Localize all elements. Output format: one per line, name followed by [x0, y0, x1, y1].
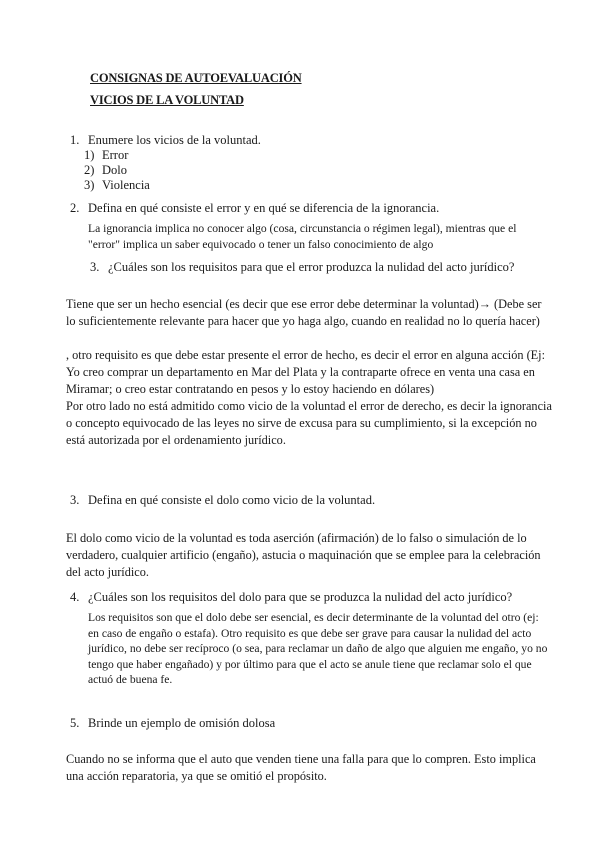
answer-3-part-2: , otro requisito es que debe estar presente el error de hecho, es decir el error en alguna acción (Ej: Yo creo comprar un departamento en Mar del Plata y la contraparte ofrece en venta una casa en Miramar; o creo estar contratando en pesos y lo estoy haciendo en dólares) [66, 348, 546, 396]
list-item: 2) Dolo [84, 163, 127, 177]
answer-3-part-1: Tiene que ser un hecho esencial (es decir que ese error debe determinar la voluntad)→ (Debe ser lo suficientemente relevante para hacer que yo haga algo, cuando en realidad no lo quería hacer) [66, 297, 542, 328]
question-4 [70, 590, 512, 605]
answer-2: La ignorancia implica no conocer algo (cosa, circunstancia o régimen legal), mientras que el "error" implica un saber equivocado o tener un falso conocimiento de algo [88, 222, 517, 251]
question-3-dolo [70, 493, 375, 508]
answer-5: Cuando no se informa que el auto que venden tiene una falla para que lo compren. Esto implica una acción reparatoria, ya que se omitió el propósito. [66, 752, 536, 783]
question-text: Brinde un ejemplo de omisión dolosa [88, 716, 276, 730]
question-number: 5. [70, 716, 80, 730]
answer-4: Los requisitos son que el dolo debe ser esencial, es decir determinante de la voluntad del otro (ej: en caso de engaño o estafa). Otro requisito es que debe ser grave para causar la nulidad del acto jurídico, no debe ser recíproco (o sea, para reclamar un daño de algo que alguien me engaño, yo no tengo que haber engañado) y por último para que el acto se anule tiene que reclamar solo el que actuó de buena fe. [88, 611, 548, 687]
question-number: 4. [70, 590, 80, 604]
page-title: CONSIGNAS DE AUTOEVALUACIÓN [90, 71, 302, 85]
question-1 [70, 133, 261, 148]
question-text: Enumere los vicios de la voluntad. [88, 133, 261, 147]
question-2 [70, 201, 439, 216]
question-text: Defina en qué consiste el error y en qué se diferencia de la ignorancia. [88, 201, 440, 215]
question-text: ¿Cuáles son los requisitos del dolo para que se produzca la nulidad del acto jurídico? [88, 590, 513, 604]
question-text: ¿Cuáles son los requisitos para que el error produzca la nulidad del acto jurídico? [108, 260, 515, 274]
vicios-list [84, 148, 150, 193]
answer-3-dolo: El dolo como vicio de la voluntad es toda aserción (afirmación) de lo falso o simulación de lo verdadero, cualquier artificio (engaño), astucia o maquinación que se emplee para la celebración del acto jurídico. [66, 531, 541, 579]
question-number: 2. [70, 201, 80, 215]
question-text: Defina en qué consiste el dolo como vicio de la voluntad. [88, 493, 376, 507]
question-number: 3. [70, 493, 80, 507]
page-subtitle: VICIOS DE LA VOLUNTAD [90, 93, 244, 107]
list-item: 1) Error [84, 148, 129, 162]
question-3 [90, 260, 514, 275]
question-number: 3. [90, 260, 100, 274]
list-item: 3) Violencia [84, 178, 150, 192]
question-5 [70, 716, 275, 731]
question-number: 1. [70, 133, 80, 147]
answer-3-part-3: Por otro lado no está admitido como vicio de la voluntad el error de derecho, es decir la ignorancia o concepto equivocado de las leyes no sirve de excusa para su cumplimiento, si la excepción no está autorizada por el ordenamiento jurídico. [66, 399, 552, 447]
